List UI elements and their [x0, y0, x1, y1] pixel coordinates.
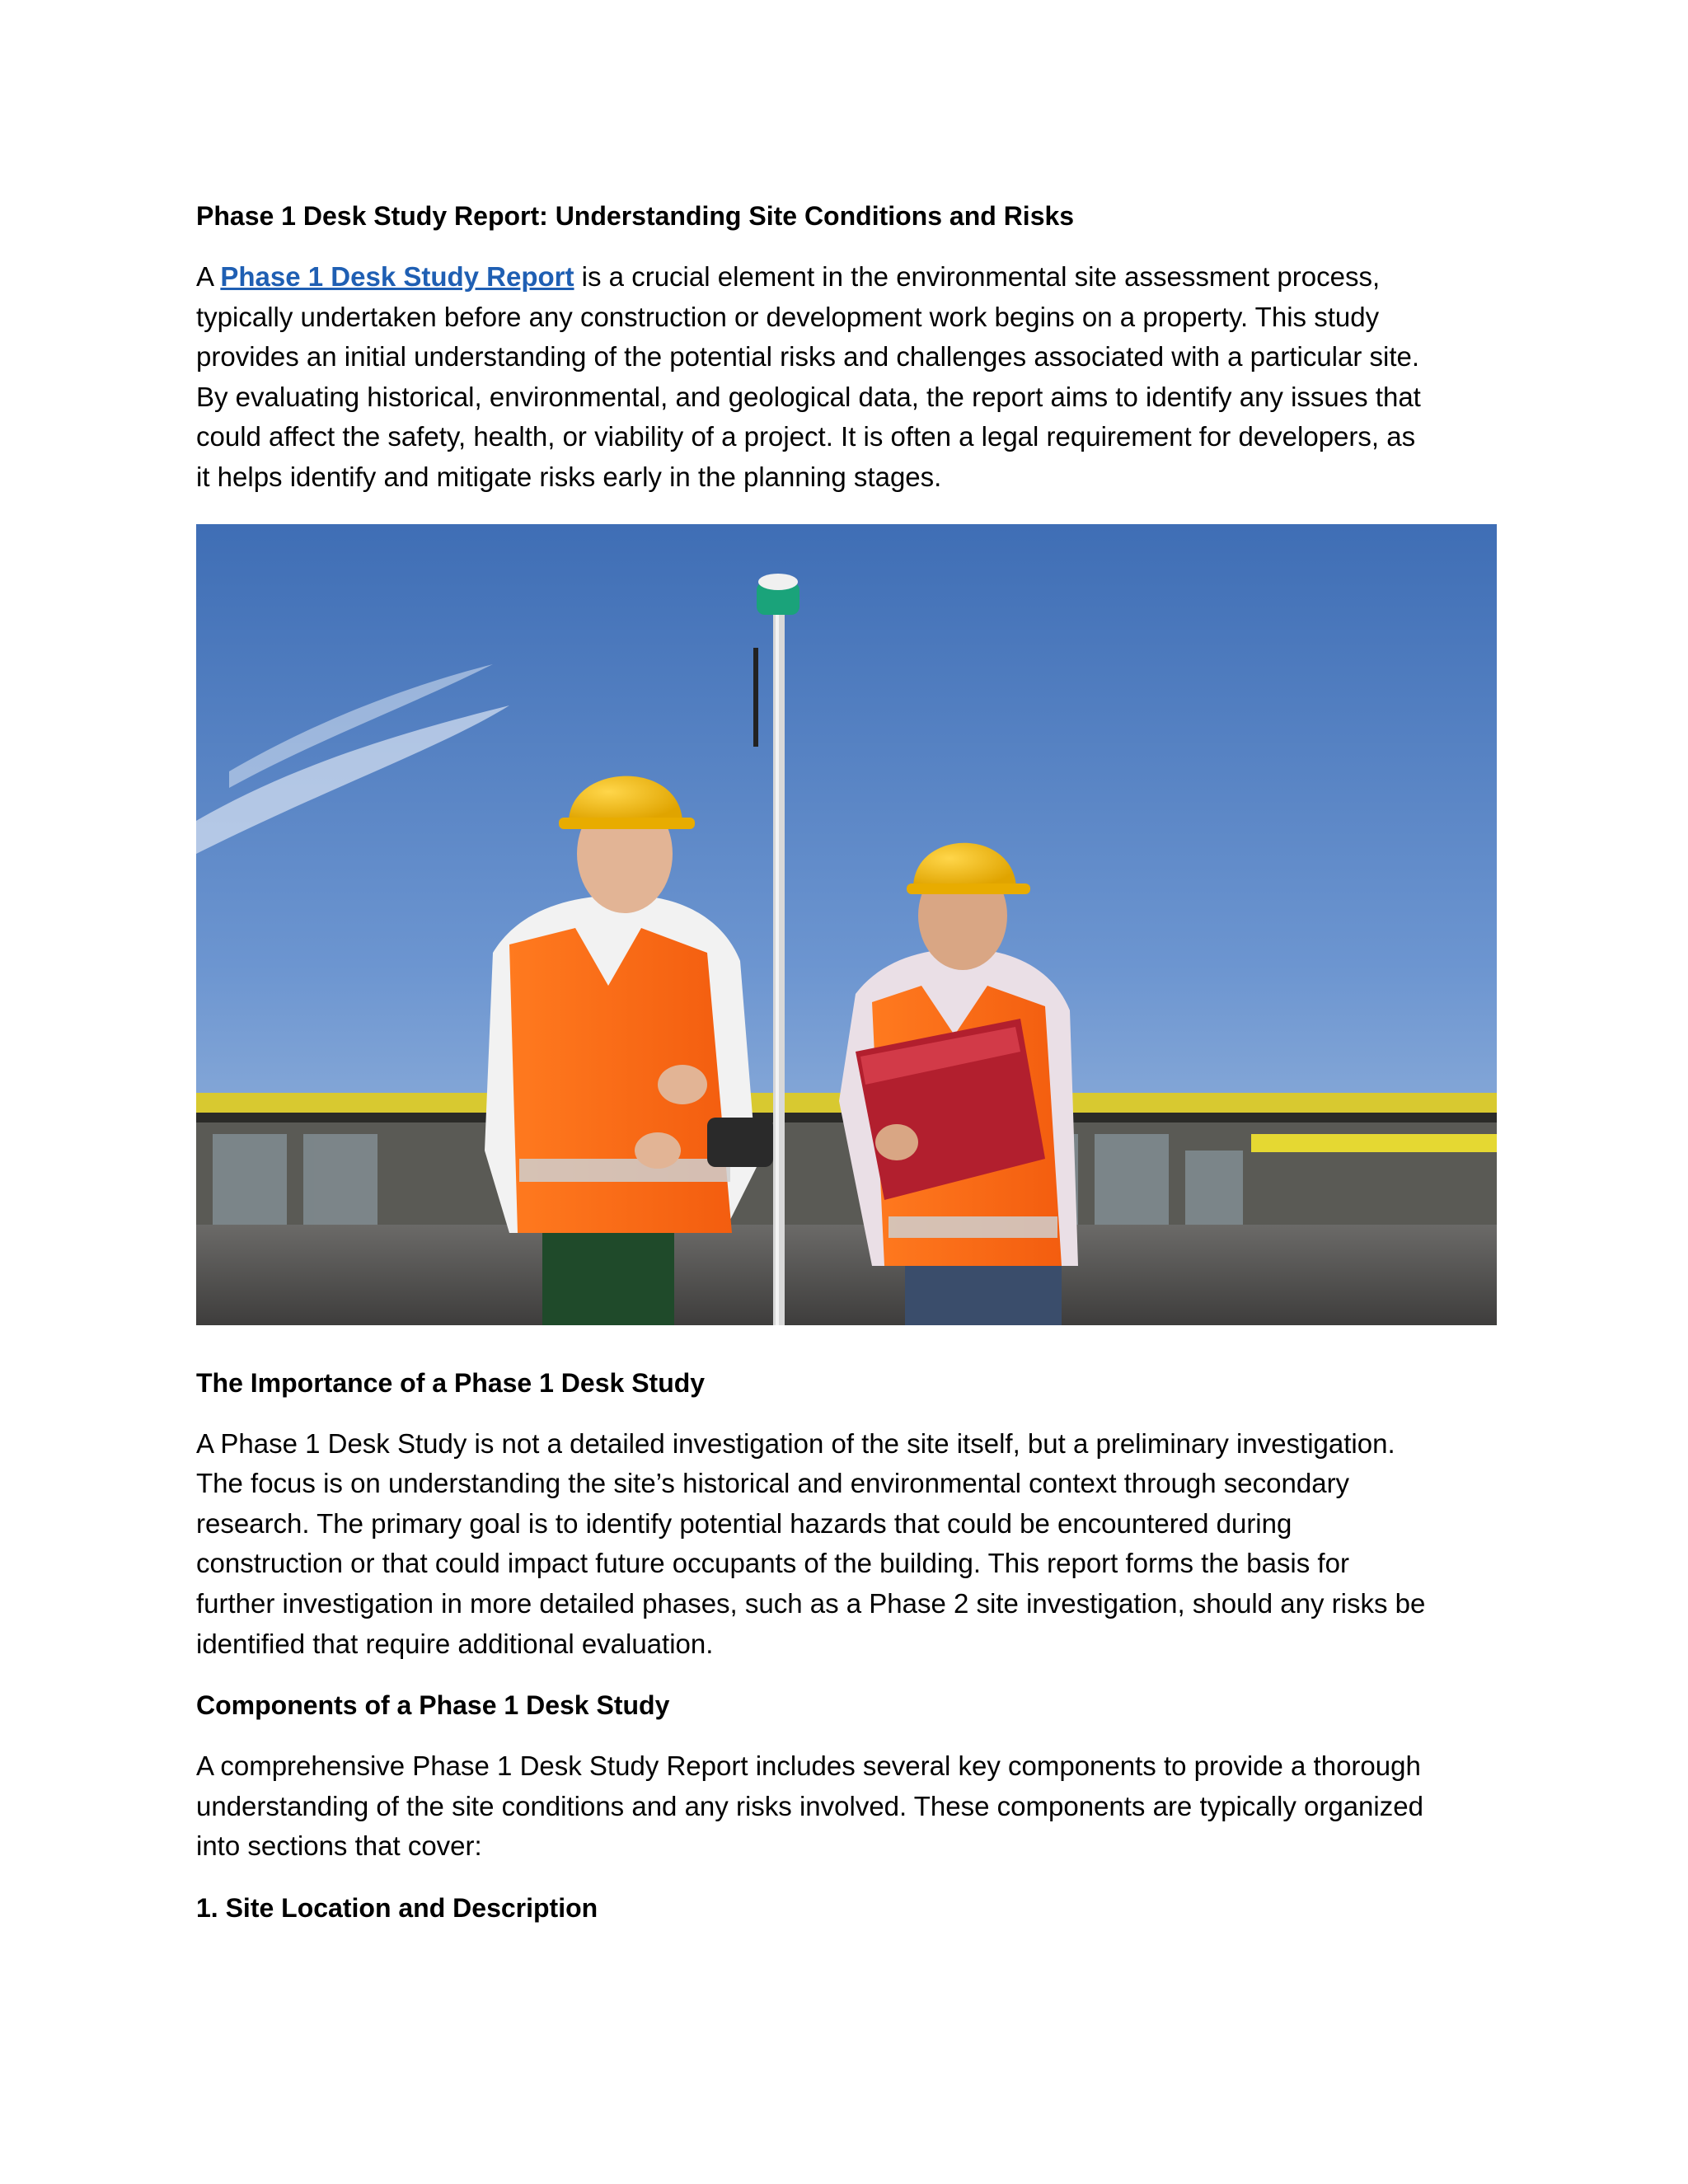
components-line-1: A comprehensive Phase 1 Desk Study Report includes several key components to provide a thorough: [196, 1750, 1421, 1782]
intro-line-6: it helps identify and mitigate risks early in the planning stages.: [196, 461, 942, 492]
intro-line-1: [196, 257, 1498, 298]
components-heading: Components of a Phase 1 Desk Study: [196, 1690, 670, 1721]
importance-line-2: The focus is on understanding the site’s historical and environmental context through secondary: [196, 1468, 1350, 1499]
intro-line-2: typically undertaken before any construction or development work begins on a property. This study: [196, 301, 1380, 332]
intro-prefix: A: [196, 261, 221, 292]
components-line-3: into sections that cover:: [196, 1830, 482, 1862]
intro-line-1-text: is a crucial element in the environmental site assessment process,: [574, 261, 1381, 292]
page-title: Phase 1 Desk Study Report: Understanding Site Conditions and Risks: [196, 201, 1075, 231]
document-body: [196, 198, 1498, 1949]
importance-heading: The Importance of a Phase 1 Desk Study: [196, 1367, 706, 1398]
components-line-2: understanding of the site conditions and any risks involved. These components are typically organized: [196, 1790, 1423, 1821]
importance-line-6: identified that require additional evaluation.: [196, 1628, 714, 1659]
section1-heading: 1. Site Location and Description: [196, 1892, 598, 1923]
intro-line-3: provides an initial understanding of the potential risks and challenges associated with a particular site.: [196, 341, 1420, 373]
importance-line-4: construction or that could impact future occupants of the building. This report forms the basis for: [196, 1548, 1349, 1579]
intro-line-5: could affect the safety, health, or viability of a project. It is often a legal requirement for developers, as: [196, 421, 1416, 452]
importance-line-5: further investigation in more detailed phases, such as a Phase 2 site investigation, should any risks be: [196, 1587, 1426, 1619]
site-engineers-photo: [196, 524, 1497, 1325]
importance-line-1: A Phase 1 Desk Study is not a detailed investigation of the site itself, but a preliminary investigation.: [196, 1427, 1395, 1459]
phase1-report-link[interactable]: Phase 1 Desk Study Report: [220, 261, 574, 292]
importance-line-3: research. The primary goal is to identify potential hazards that could be encountered during: [196, 1507, 1292, 1539]
importance-paragraph: [196, 1424, 1498, 1665]
intro-paragraph: [196, 257, 1498, 498]
intro-line-4: By evaluating historical, environmental, and geological data, the report aims to identify any issues that: [196, 381, 1421, 412]
components-paragraph: [196, 1746, 1498, 1867]
